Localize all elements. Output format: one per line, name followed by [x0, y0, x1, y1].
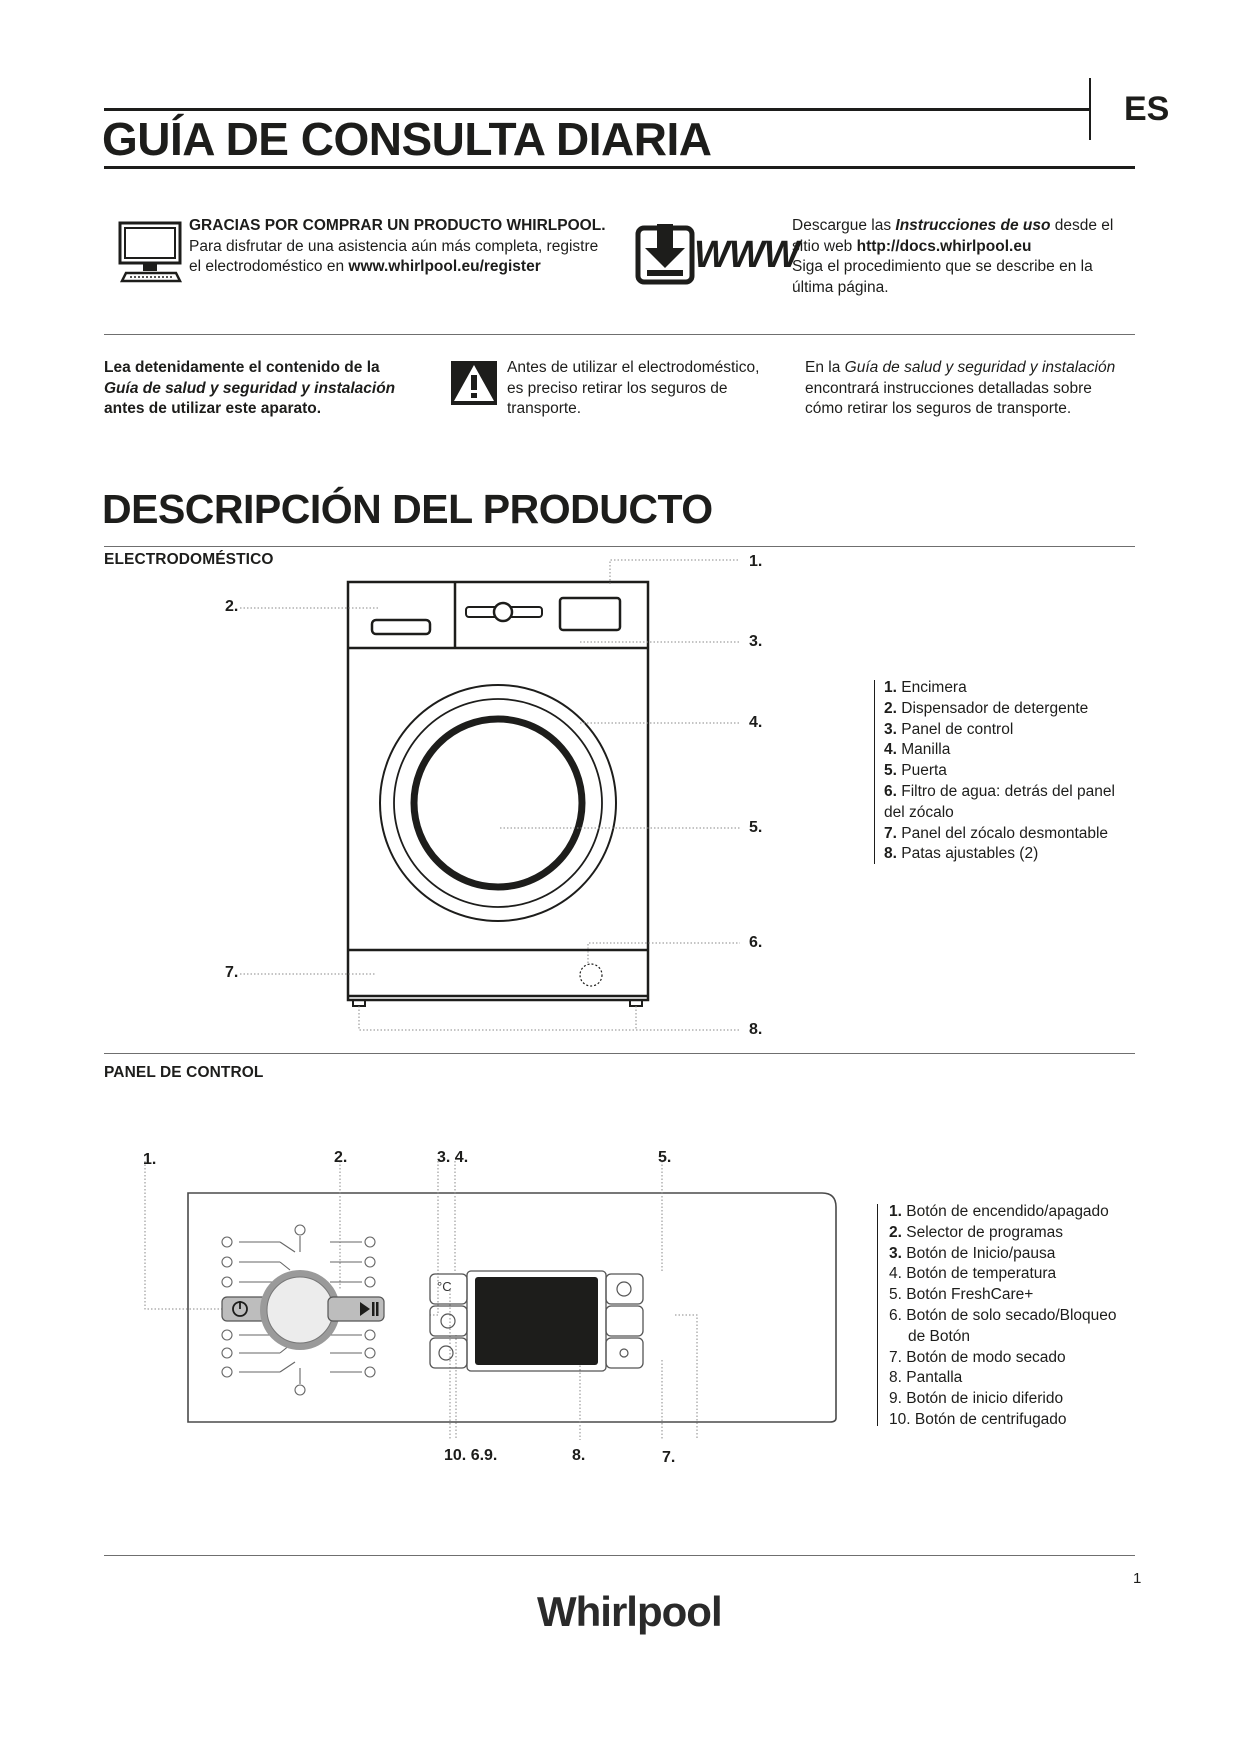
download-block [792, 216, 1132, 298]
appliance-callout-1: 1. [749, 553, 763, 570]
delay-start-button [430, 1338, 467, 1368]
header-vertical-rule [1089, 78, 1091, 140]
whirlpool-logo: Whirlpool [537, 1588, 722, 1635]
machine-body [348, 582, 648, 1000]
panel-callout-10-6-9: 10. 6.9. [444, 1447, 498, 1464]
panel-callout-7: 7. [662, 1449, 676, 1466]
thanks-heading: GRACIAS POR COMPRAR UN PRODUCTO WHIRLPOOL. [189, 217, 606, 234]
appliance-callout-2: 2. [225, 598, 239, 615]
appliance-callout-3: 3. [749, 633, 763, 650]
read-line-3: antes de utilizar este aparato. [104, 400, 322, 417]
appliance-legend-bar [874, 680, 875, 864]
panel-callout-3-4: 3. 4. [437, 1149, 469, 1166]
transport-block [507, 358, 787, 420]
appliance-callout-6: 6. [749, 934, 763, 951]
www-icon: WWW [694, 234, 799, 276]
guide-line-2: encontrará instrucciones detalladas sobre [805, 379, 1092, 397]
panel-legend-item-2: 2. Selector de programas [889, 1223, 1064, 1241]
thanks-line-2: el electrodoméstico en [189, 258, 349, 275]
page-number: 1 [1133, 1570, 1142, 1587]
panel-legend-bar [877, 1204, 878, 1426]
guide-block [805, 358, 1135, 420]
docs-link[interactable]: http://docs.whirlpool.eu [856, 237, 1032, 255]
transport-line-3: transporte. [507, 400, 582, 417]
guide-doc-name: Guía de salud y seguridad y instalación [844, 359, 1116, 376]
panel-legend-item-6-cont: de Botón [908, 1327, 971, 1345]
legend-item-4: 4. Manilla [884, 741, 951, 759]
foot-left [353, 1000, 365, 1006]
control-panel-label: PANEL DE CONTROL [104, 1064, 264, 1081]
appliance-section-rule [104, 1053, 1135, 1054]
freshcare-button [606, 1274, 643, 1304]
temperature-symbol: °C [437, 1279, 452, 1294]
language-code: ES [1124, 90, 1170, 128]
appliance-callout-7: 7. [225, 964, 239, 981]
guide-text: En la [805, 359, 845, 376]
transport-line-2: es preciso retirar los seguros de [507, 379, 728, 397]
panel-callout-2: 2. [334, 1149, 348, 1166]
panel-callout-5: 5. [658, 1149, 672, 1166]
panel-legend-item-5: 5. Botón FreshCare+ [889, 1286, 1034, 1304]
panel-legend-item-8: 8. Pantalla [889, 1369, 963, 1387]
legend-item-6-cont: del zócalo [884, 803, 954, 821]
appliance-callout-8: 8. [749, 1021, 763, 1038]
legend-item-2: 2. Dispensador de detergente [884, 699, 1089, 717]
transport-line-1: Antes de utilizar el electrodoméstico, [507, 359, 760, 376]
spin-button [430, 1306, 467, 1336]
product-title-rule [104, 546, 1135, 547]
download-line-4: última página. [792, 278, 889, 296]
download-site-text: sitio web [792, 237, 857, 255]
title-bottom-rule [104, 166, 1135, 169]
control-panel-diagram [130, 1140, 850, 1470]
panel-legend-item-6: 6. Botón de solo secado/Bloqueo [889, 1306, 1117, 1324]
read-line-1: Lea detenidamente el contenido de la [104, 359, 380, 376]
legend-item-8: 8. Patas ajustables (2) [884, 845, 1039, 863]
panel-legend [889, 1202, 1117, 1431]
panel-callout-1: 1. [143, 1151, 157, 1168]
panel-legend-item-10: 10. Botón de centrifugado [889, 1410, 1067, 1428]
appliance-callout-4: 4. [749, 714, 763, 731]
download-icon [635, 222, 695, 293]
foot-right [630, 1000, 642, 1006]
read-line-2: Guía de salud y seguridad y instalación [104, 379, 396, 397]
footer-rule [104, 1555, 1135, 1556]
washing-machine-diagram [200, 550, 800, 1040]
download-text-end: desde el [1050, 217, 1114, 234]
legend-item-5: 5. Puerta [884, 762, 947, 780]
appliance-legend [884, 678, 1115, 865]
download-text: Descargue las [792, 217, 896, 234]
read-block [104, 358, 424, 420]
legend-item-1: 1. Encimera [884, 679, 967, 696]
panel-legend-item-3: 3. Botón de Inicio/pausa [889, 1244, 1056, 1262]
panel-legend-item-7: 7. Botón de modo secado [889, 1348, 1066, 1366]
computer-icon [118, 221, 184, 290]
legend-item-7: 7. Panel del zócalo desmontable [884, 824, 1109, 842]
thanks-block [189, 216, 639, 278]
door-glass [414, 719, 582, 887]
thanks-line-1: Para disfrutar de una asistencia aún más completa, registre [189, 237, 599, 255]
display-window [560, 598, 620, 630]
dry-only-button [606, 1306, 643, 1336]
start-pause-button [328, 1297, 384, 1321]
header-top-rule [104, 108, 1091, 111]
detergent-drawer [372, 620, 430, 634]
panel-legend-item-1: 1. Botón de encendido/apagado [889, 1203, 1109, 1220]
download-line-3: Siga el procedimiento que se describe en la [792, 258, 1093, 275]
filter-cover [580, 964, 602, 986]
panel-legend-item-4: 4. Botón de temperatura [889, 1265, 1057, 1283]
panel-legend-item-9: 9. Botón de inicio diferido [889, 1390, 1064, 1408]
display-screen [475, 1277, 598, 1365]
register-link[interactable]: www.whirlpool.eu/register [348, 258, 541, 275]
appliance-label: ELECTRODOMÉSTICO [104, 551, 274, 568]
product-section-title: DESCRIPCIÓN DEL PRODUCTO [102, 486, 713, 532]
page-title: GUÍA DE CONSULTA DIARIA [102, 113, 712, 165]
legend-item-3: 3. Panel de control [884, 720, 1014, 738]
download-doc-name: Instrucciones de uso [895, 217, 1051, 234]
legend-item-6: 6. Filtro de agua: detrás del panel [884, 782, 1115, 800]
warning-icon [451, 361, 497, 410]
panel-callout-8: 8. [572, 1447, 586, 1464]
intro-divider [104, 334, 1135, 335]
dry-mode-button [606, 1338, 643, 1368]
guide-line-3: cómo retirar los seguros de transporte. [805, 400, 1072, 417]
appliance-callout-5: 5. [749, 819, 763, 836]
